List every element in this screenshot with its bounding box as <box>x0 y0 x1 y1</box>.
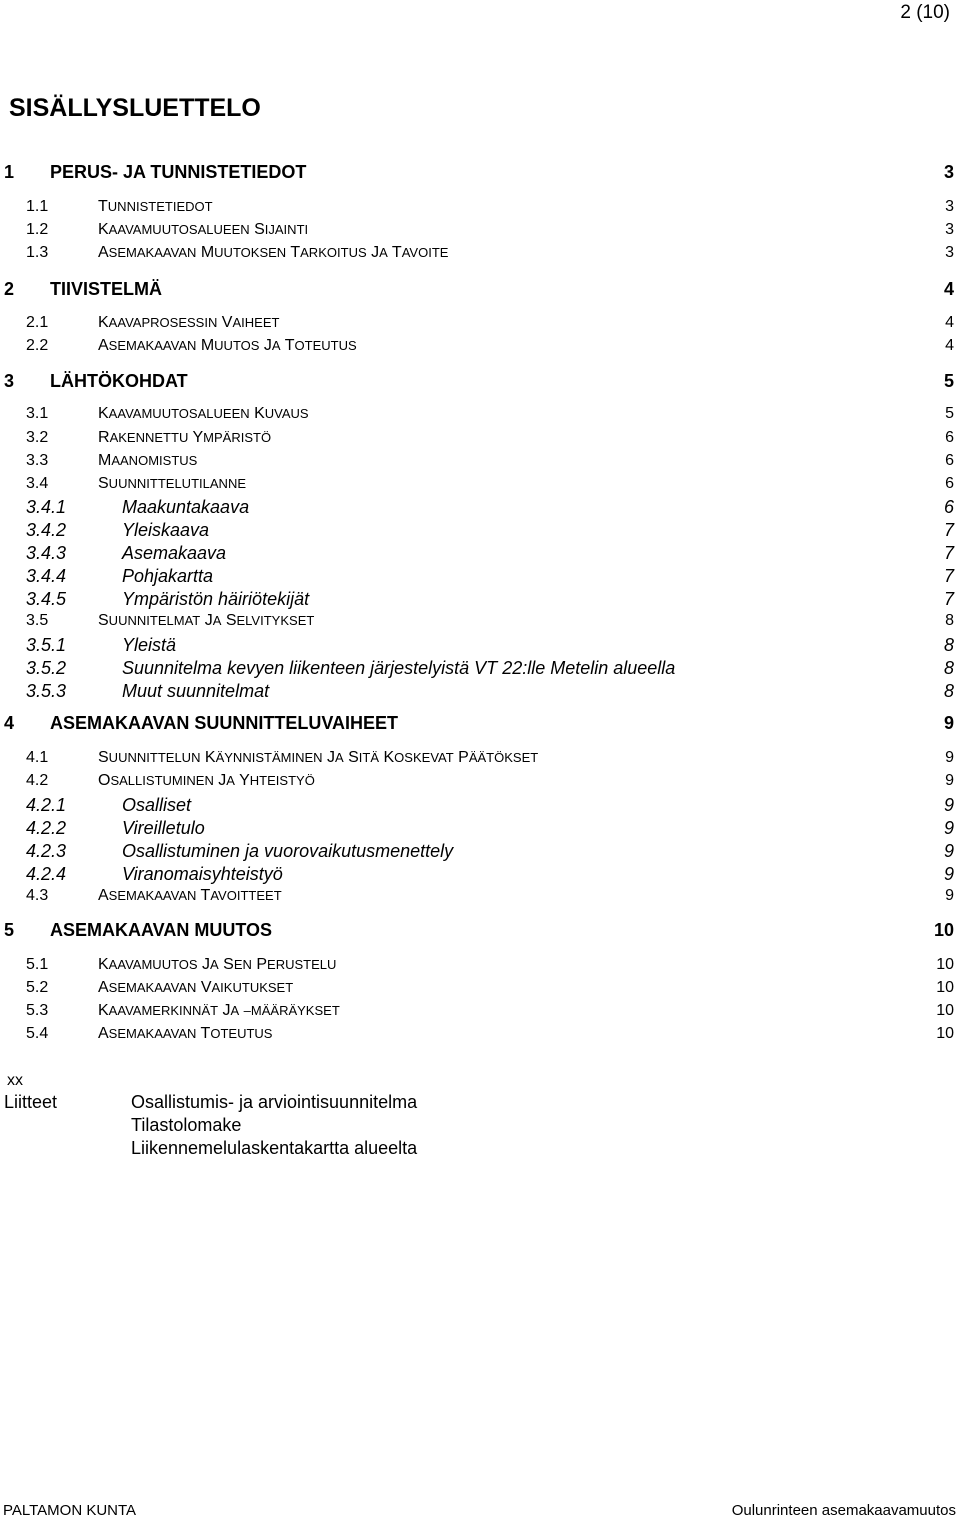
toc-entry-page: 9 <box>943 841 954 861</box>
toc-entry-title: SUUNNITTELUTILANNE <box>98 475 246 492</box>
toc-entry <box>0 337 960 359</box>
attachment-item: Liikennemelulaskentakartta alueelta <box>131 1138 418 1158</box>
toc-entry <box>0 279 960 301</box>
toc-entry <box>0 589 960 611</box>
toc-entry <box>0 795 960 817</box>
toc-entry-page: 4 <box>945 314 954 331</box>
toc-entry <box>0 841 960 863</box>
toc-entry <box>0 429 960 451</box>
toc-entry <box>0 772 960 794</box>
toc-entry-title: ASEMAKAAVAN SUUNNITTELUVAIHEET <box>50 713 399 733</box>
toc-entry-title: Asemakaava <box>122 543 227 563</box>
toc-entry <box>0 314 960 336</box>
toc-entry-number: 1.3 <box>26 244 49 261</box>
toc-entry-page: 4 <box>945 337 954 354</box>
toc-entry-number: 1.1 <box>26 198 49 215</box>
toc-entry-page: 4 <box>943 279 954 299</box>
toc-entry-page: 3 <box>945 221 954 238</box>
toc-entry-title: ASEMAKAAVAN MUUTOS <box>50 920 273 940</box>
toc-entry-title: ASEMAKAAVAN TAVOITTEET <box>98 887 282 904</box>
toc-entry <box>0 681 960 703</box>
toc-entry-title: Ympäristön häiriötekijät <box>122 589 310 609</box>
toc-entry <box>0 713 960 735</box>
toc-entry <box>0 887 960 909</box>
toc-entry-title: KAAVAPROSESSIN VAIHEET <box>98 314 280 331</box>
toc-entry <box>0 864 960 886</box>
attachment-item: Osallistumis- ja arviointisuunnitelma <box>131 1092 418 1112</box>
toc-entry-title: Yleiskaava <box>122 520 210 540</box>
toc-entry-number: 2.1 <box>26 314 49 331</box>
toc-entry <box>0 658 960 680</box>
toc-entry-number: 4.1 <box>26 749 49 766</box>
toc-entry-page: 10 <box>936 979 954 996</box>
extra-marker: xx <box>7 1072 23 1089</box>
toc-entry-page: 10 <box>936 956 954 973</box>
footer-organization: PALTAMON KUNTA <box>3 1502 137 1519</box>
toc-entry-number: 3.2 <box>26 429 49 446</box>
toc-entry-page: 8 <box>943 658 954 678</box>
toc-entry-page: 10 <box>933 920 954 940</box>
toc-entry-page: 3 <box>943 162 954 182</box>
toc-entry <box>0 1025 960 1047</box>
toc-entry <box>0 497 960 519</box>
toc-entry-page: 3 <box>945 244 954 261</box>
toc-entry-title: SUUNNITTELUN KÄYNNISTÄMINEN JA SITÄ KOSKEVAT PÄÄTÖKSET <box>98 749 539 766</box>
toc-entry-number: 4.3 <box>26 887 49 904</box>
toc-entry-title: Maakuntakaava <box>122 497 250 517</box>
toc-entry-page: 6 <box>945 475 954 492</box>
toc-entry-page: 6 <box>943 497 954 517</box>
toc-entry-title: OSALLISTUMINEN JA YHTEISTYÖ <box>98 772 315 789</box>
page-number: 2 (10) <box>900 2 950 23</box>
toc-entry-title: Osalliset <box>122 795 192 815</box>
attachment-item: Tilastolomake <box>131 1115 242 1135</box>
toc-entry-number: 1 <box>4 162 15 182</box>
toc-entry-page: 7 <box>943 520 954 540</box>
toc-entry-number: 5.4 <box>26 1025 49 1042</box>
toc-entry-number: 5.2 <box>26 979 49 996</box>
toc-entry <box>0 405 960 427</box>
toc-entry-number: 3.5.1 <box>26 635 67 655</box>
toc-entry-number: 4.2.3 <box>26 841 67 861</box>
toc-entry-title: TIIVISTELMÄ <box>50 279 162 299</box>
toc-entry-page: 8 <box>943 635 954 655</box>
toc-entry-title: TUNNISTETIEDOT <box>98 198 213 215</box>
toc-entry <box>0 162 960 184</box>
toc-entry-page: 9 <box>943 713 954 733</box>
toc-entry-title: Muut suunnitelmat <box>122 681 270 701</box>
toc-entry-title: Yleistä <box>122 635 177 655</box>
toc-entry-number: 5.1 <box>26 956 49 973</box>
toc-entry-number: 3.5.3 <box>26 681 67 701</box>
toc-entry-number: 3.4.1 <box>26 497 67 517</box>
toc-entry-title: MAANOMISTUS <box>98 452 198 469</box>
toc-entry <box>0 635 960 657</box>
toc-entry-page: 8 <box>945 612 954 629</box>
toc-entry-number: 4 <box>4 713 15 733</box>
toc-entry-title: ASEMAKAAVAN TOTEUTUS <box>98 1025 273 1042</box>
toc-title: SISÄLLYSLUETTELO <box>9 94 261 122</box>
toc-entry-number: 1.2 <box>26 221 49 238</box>
toc-entry-number: 5 <box>4 920 15 940</box>
toc-entry-number: 2.2 <box>26 337 49 354</box>
toc-entry-title: SUUNNITELMAT JA SELVITYKSET <box>98 612 315 629</box>
toc-entry-title: KAAVAMUUTOSALUEEN KUVAUS <box>98 405 309 422</box>
toc-entry-number: 2 <box>4 279 15 299</box>
toc-entry-page: 9 <box>943 864 954 884</box>
toc-entry-title: ASEMAKAAVAN VAIKUTUKSET <box>98 979 294 996</box>
toc-entry-number: 4.2.4 <box>26 864 67 884</box>
toc-entry-title: KAAVAMERKINNÄT JA –MÄÄRÄYKSET <box>98 1002 340 1019</box>
toc-entry-number: 3.4.3 <box>26 543 67 563</box>
toc-entry-title: LÄHTÖKOHDAT <box>50 371 188 391</box>
toc-entry-page: 3 <box>945 198 954 215</box>
toc-entry-title: ASEMAKAAVAN MUUTOKSEN TARKOITUS JA TAVOITE <box>98 244 449 261</box>
toc-entry-number: 3 <box>4 371 15 391</box>
toc-entry-number: 3.5 <box>26 612 49 629</box>
toc-entry-page: 6 <box>945 429 954 446</box>
toc-entry-title: PERUS- JA TUNNISTETIEDOT <box>50 162 307 182</box>
toc-entry-page: 9 <box>945 887 954 904</box>
toc-entry-title: Suunnitelma kevyen liikenteen järjestelyistä VT 22:lle Metelin alueella <box>122 658 676 678</box>
toc-entry-title: RAKENNETTU YMPÄRISTÖ <box>98 429 272 446</box>
toc-entry-page: 9 <box>945 772 954 789</box>
toc-entry <box>0 452 960 474</box>
toc-entry-title: KAAVAMUUTOSALUEEN SIJAINTI <box>98 221 309 238</box>
toc-entry-page: 6 <box>945 452 954 469</box>
footer-document-title: Oulunrinteen asemakaavamuutos <box>731 1502 956 1519</box>
toc-entry-page: 10 <box>936 1025 954 1042</box>
toc-entry <box>0 1002 960 1024</box>
toc-entry-number: 3.4.2 <box>26 520 67 540</box>
toc-entry-page: 9 <box>945 749 954 766</box>
toc-entry-page: 8 <box>943 681 954 701</box>
toc-entry <box>0 612 960 634</box>
toc-entry <box>0 543 960 565</box>
attachments-label: Liitteet <box>4 1092 58 1112</box>
toc-entry <box>0 475 960 497</box>
toc-entry-page: 5 <box>943 371 954 391</box>
toc-entry-number: 4.2.2 <box>26 818 67 838</box>
toc-entry <box>0 371 960 393</box>
toc-entry-page: 5 <box>945 405 954 422</box>
toc-entry-number: 3.5.2 <box>26 658 67 678</box>
toc-entry <box>0 244 960 266</box>
toc-entry-title: Osallistuminen ja vuorovaikutusmenettely <box>122 841 454 861</box>
toc-entry-page: 9 <box>943 818 954 838</box>
toc-entry <box>0 566 960 588</box>
toc-entry <box>0 956 960 978</box>
toc-entry-title: KAAVAMUUTOS JA SEN PERUSTELU <box>98 956 337 973</box>
toc-entry <box>0 749 960 771</box>
toc-entry-number: 3.3 <box>26 452 49 469</box>
toc-entry-number: 4.2 <box>26 772 49 789</box>
toc-entry-title: Viranomaisyhteistyö <box>122 864 283 884</box>
toc-entry-number: 3.4.5 <box>26 589 67 609</box>
toc-entry <box>0 198 960 220</box>
toc-entry-number: 3.4 <box>26 475 49 492</box>
toc-entry-page: 7 <box>943 543 954 563</box>
toc-entry <box>0 979 960 1001</box>
toc-entry-page: 9 <box>943 795 954 815</box>
toc-entry <box>0 818 960 840</box>
toc-entry <box>0 920 960 942</box>
toc-entry-number: 3.1 <box>26 405 49 422</box>
toc-entry-number: 3.4.4 <box>26 566 67 586</box>
toc-entry-title: Pohjakartta <box>122 566 214 586</box>
toc-entry-page: 7 <box>943 566 954 586</box>
toc-entry-title: Vireilletulo <box>122 818 205 838</box>
toc-entry <box>0 221 960 243</box>
toc-entry-number: 5.3 <box>26 1002 49 1019</box>
toc-entry-number: 4.2.1 <box>26 795 67 815</box>
toc-entry-title: ASEMAKAAVAN MUUTOS JA TOTEUTUS <box>98 337 357 354</box>
toc-entry-page: 7 <box>943 589 954 609</box>
toc-entry <box>0 520 960 542</box>
toc-entry-page: 10 <box>936 1002 954 1019</box>
